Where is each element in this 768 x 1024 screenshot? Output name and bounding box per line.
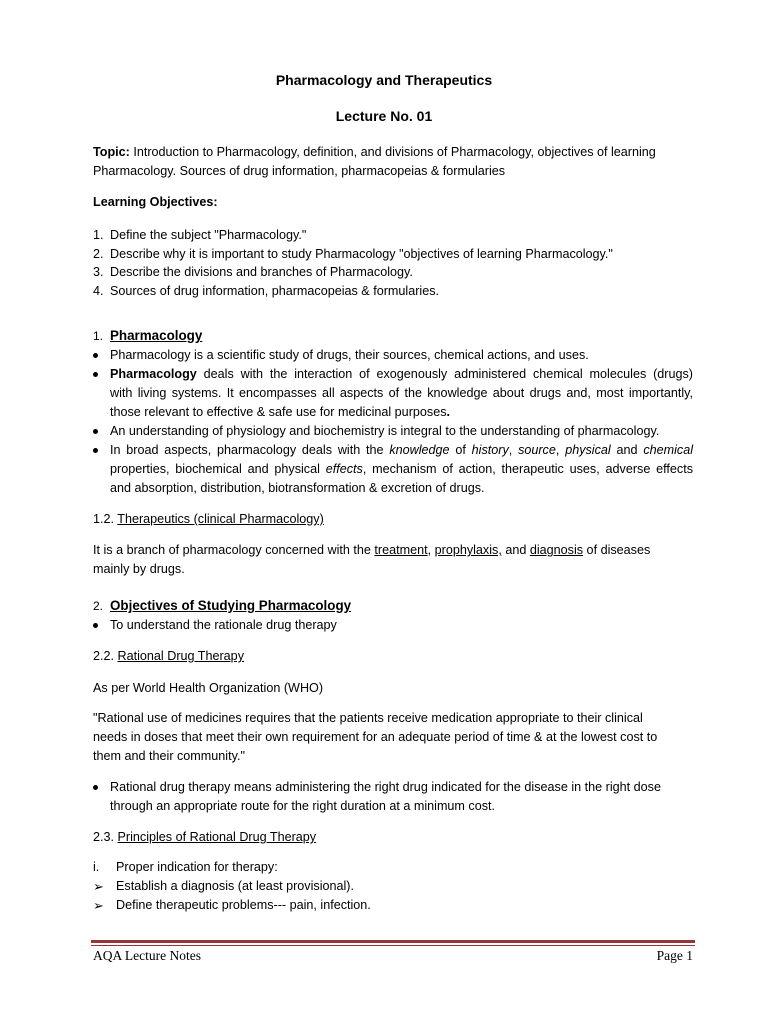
learning-objectives-heading: Learning Objectives:: [93, 195, 218, 209]
section-2-heading: 2. Objectives of Studying Pharmacology: [93, 598, 352, 613]
section-1-heading: 1. Pharmacology: [93, 328, 203, 343]
section-1-bullet-2-line-1: Pharmacology deals with the interaction of exogenously administered chemical molecules (drugs): [110, 367, 693, 381]
section-2-bullet-1: To understand the rationale drug therapy: [110, 618, 337, 632]
section-1-bullet-4-line-2: properties, biochemical and physical effects, mechanism of action, therapeutic uses, adverse effects: [110, 462, 694, 476]
arrow-item: Establish a diagnosis (at least provisional).: [116, 879, 355, 893]
footer-left-text: AQA Lecture Notes: [93, 948, 201, 963]
document-title: Pharmacology and Therapeutics: [275, 72, 493, 88]
objective-item: 3. Describe the divisions and branches of Pharmacology.: [93, 265, 413, 279]
section-1-2-heading: 1.2. Therapeutics (clinical Pharmacology): [93, 512, 324, 526]
section-1-bullet-2-line-3: those relevant to effective & safe use for medicinal purposes.: [110, 405, 450, 419]
bullet-icon: [92, 346, 100, 354]
section-1-2-para-line-2: mainly by drugs.: [93, 562, 185, 576]
bullet-icon: [92, 616, 100, 624]
section-1-bullet-4-line-3: and absorption, distribution, biotransformation & excretion of drugs.: [110, 481, 485, 495]
bullet-icon: [92, 422, 100, 430]
who-quote-line-3: them and their community.": [93, 749, 245, 763]
topic-line-1: [93, 143, 656, 162]
arrow-item: Define therapeutic problems--- pain, infection.: [116, 898, 371, 912]
bullet-icon: [92, 441, 100, 449]
bullet-icon: [92, 365, 100, 373]
section-1-bullet-3: An understanding of physiology and biochemistry is integral to the understanding of pharmacology.: [110, 424, 660, 438]
roman-item-i: i. Proper indication for therapy:: [93, 860, 278, 874]
section-2-2-bullet-line-1: Rational drug therapy means administering the right drug indicated for the disease in the right dose: [110, 780, 661, 794]
footer-divider: [91, 940, 695, 943]
section-1-bullet-1: Pharmacology is a scientific study of drugs, their sources, chemical actions, and uses.: [110, 348, 589, 362]
objective-item: 2. Describe why it is important to study Pharmacology "objectives of learning Pharmacology.": [93, 247, 613, 261]
who-quote-line-1: "Rational use of medicines requires that the patients receive medication appropriate to their clinical: [93, 711, 643, 725]
section-1-bullet-2-line-2: with living systems. It encompasses all aspects of the knowledge about drugs and, most importantly,: [110, 386, 693, 400]
topic-label: Topic:: [93, 145, 130, 159]
footer-page-number: Page 1: [656, 948, 693, 963]
arrow-bullet-icon: ➢: [93, 879, 104, 894]
bullet-icon: [92, 778, 100, 786]
objective-item: 4. Sources of drug information, pharmacopeias & formularies.: [93, 284, 439, 298]
topic-line-2: Pharmacology. Sources of drug information, pharmacopeias & formularies: [93, 164, 506, 178]
arrow-bullet-icon: ➢: [93, 898, 104, 913]
section-2-3-heading: 2.3. Principles of Rational Drug Therapy: [93, 830, 317, 844]
topic-text-1: Introduction to Pharmacology, definition, and divisions of Pharmacology, objectives of learning: [129, 145, 656, 159]
section-1-bullet-4-line-1: In broad aspects, pharmacology deals with the knowledge of history, source, physical and chemical: [110, 443, 694, 457]
who-quote-line-2: needs in doses that meet their own requirement for an adequate period of time & at the lowest cost to: [93, 730, 658, 744]
lecture-number: Lecture No. 01: [335, 108, 433, 124]
section-2-2-bullet-line-2: through an appropriate route for the right duration at a minimum cost.: [110, 799, 496, 813]
section-1-2-para-line-1: It is a branch of pharmacology concerned with the treatment, prophylaxis, and diagnosis of diseases: [93, 543, 651, 557]
who-line: As per World Health Organization (WHO): [93, 681, 324, 695]
objective-item: 1. Define the subject "Pharmacology.": [93, 228, 307, 242]
section-2-2-heading: 2.2. Rational Drug Therapy: [93, 649, 244, 663]
